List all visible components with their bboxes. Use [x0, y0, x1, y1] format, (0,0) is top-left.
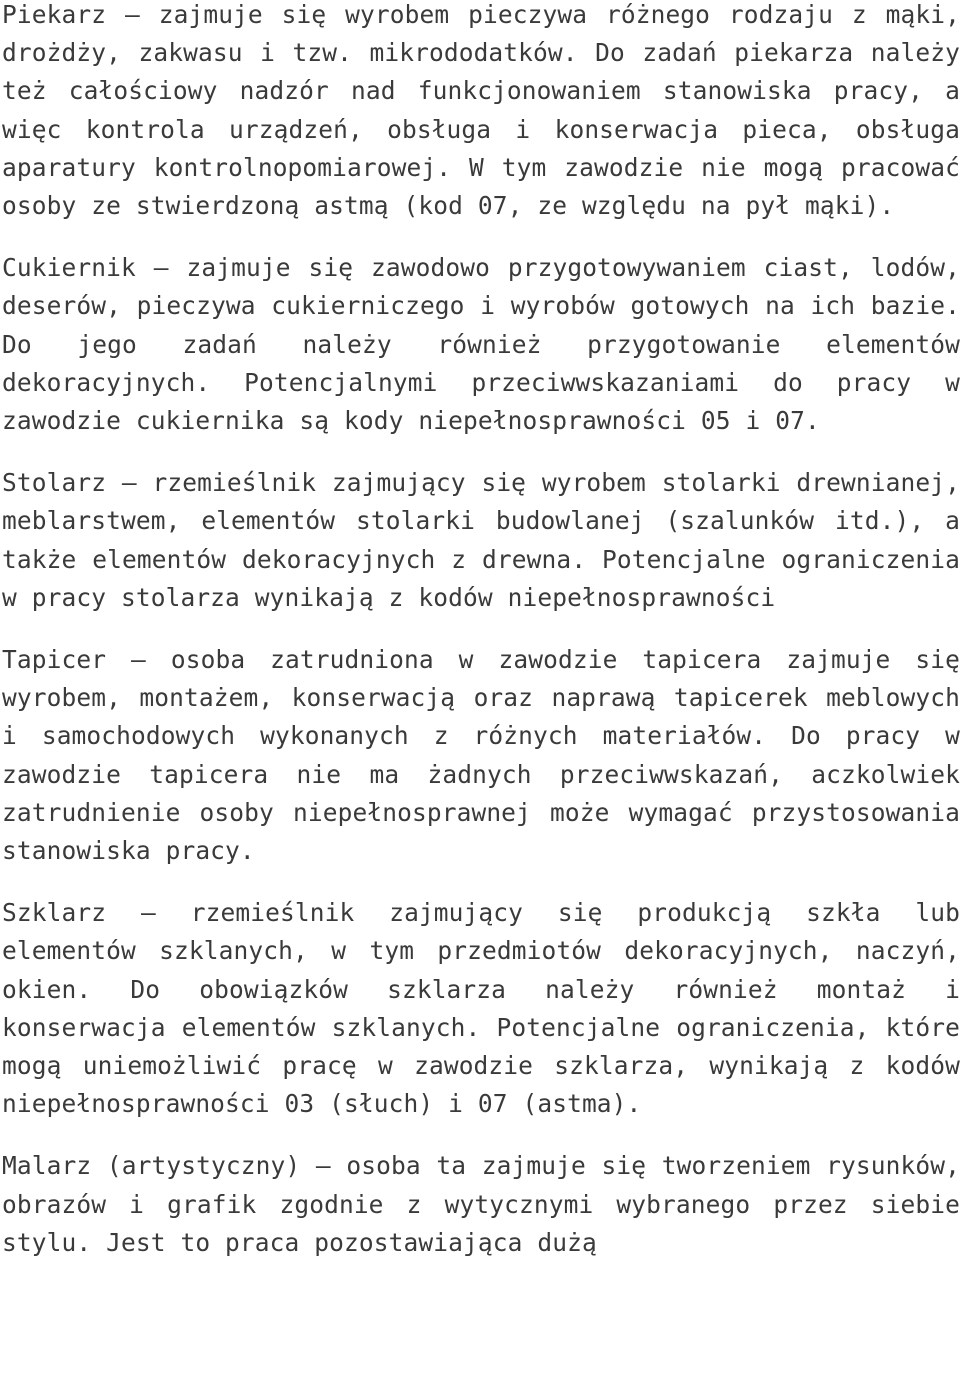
paragraph-stolarz: Stolarz – rzemieślnik zajmujący się wyrobem stolarki drewnianej, meblarstwem, elementów stolarki budowlanej (szalunków itd.), a także elementów dekoracyjnych z drewna. Potencjalne ograniczenia w pracy stolarza wynikają z kodów niepełnosprawności	[2, 468, 960, 612]
paragraph-piekarz: Piekarz – zajmuje się wyrobem pieczywa różnego rodzaju z mąki, drożdży, zakwasu i tzw. mikrododatków. Do zadań piekarza należy też całościowy nadzór nad funkcjonowaniem stanowiska pracy, a więc kontrola urządzeń, obsługa i konserwacja pieca, obsługa aparatury kontrolnopomiarowej. W tym zawodzie nie mogą pracować osoby ze stwierdzoną astmą (kod 07, ze względu na pył mąki).	[2, 0, 960, 221]
paragraph-malarz: Malarz (artystyczny) – osoba ta zajmuje się tworzeniem rysunków, obrazów i grafik zgodnie z wytycznymi wybranego przez siebie stylu. Jest to praca pozostawiająca dużą	[2, 1151, 960, 1257]
paragraph-tapicer: Tapicer – osoba zatrudniona w zawodzie tapicera zajmuje się wyrobem, montażem, konserwacją oraz naprawą tapicerek meblowych i samochodowych wykonanych z różnych materiałów. Do pracy w zawodzie tapicera nie ma żadnych przeciwwskazań, aczkolwiek zatrudnienie osoby niepełnosprawnej może wymagać przystosowania stanowiska pracy.	[2, 645, 960, 866]
paragraph-szklarz: Szklarz – rzemieślnik zajmujący się produkcją szkła lub elementów szklanych, w tym przedmiotów dekoracyjnych, naczyń, okien. Do obowiązków szklarza należy również montaż i konserwacja elementów szklanych. Potencjalne ograniczenia, które mogą uniemożliwić pracę w zawodzie szklarza, wynikają z kodów niepełnosprawności 03 (słuch) i 07 (astma).	[2, 898, 960, 1119]
paragraph-cukiernik: Cukiernik – zajmuje się zawodowo przygotowywaniem ciast, lodów, deserów, pieczywa cukierniczego i wyrobów gotowych na ich bazie. Do jego zadań należy również przygotowanie elementów dekoracyjnych. Potencjalnymi przeciwwskazaniami do pracy w zawodzie cukiernika są kody niepełnosprawności 05 i 07.	[2, 253, 960, 436]
